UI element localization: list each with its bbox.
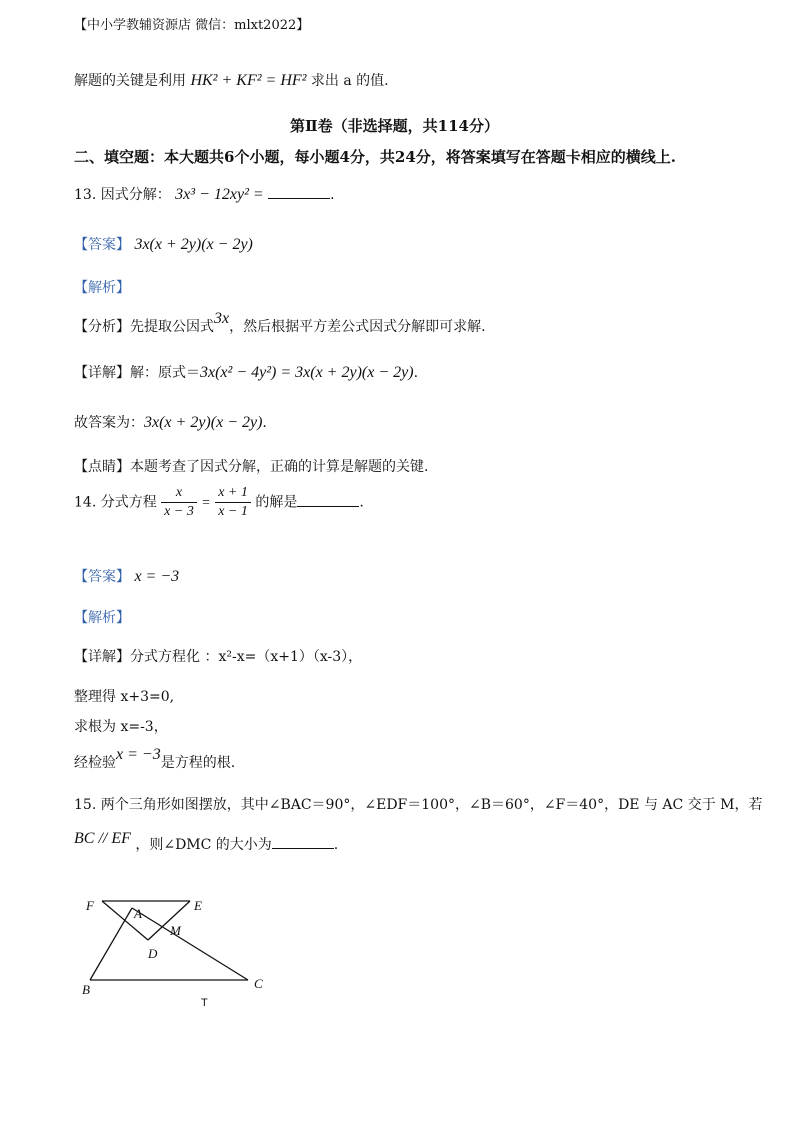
q14-frac1-num: x xyxy=(161,484,197,503)
segment-BA xyxy=(90,908,132,980)
q13-detail-expr: 3x(x² − 4y²) = 3x(x + 2y)(x − 2y) xyxy=(200,364,414,381)
q13-fenxi-a: 先提取公因式 xyxy=(130,319,214,335)
q13-stem-line: 13. 因式分解： 3x³ − 12xy² = . xyxy=(74,186,335,203)
q13-fenxi-b: ，然后根据平方差公式因式分解即可求解. xyxy=(229,319,486,335)
q13-fenxi-line xyxy=(74,310,486,336)
q14-line4-suffix: 是方程的根. xyxy=(160,755,236,771)
label-D: D xyxy=(148,946,158,961)
q14-answer-line xyxy=(74,566,179,586)
q13-fenxi-expr: 3x xyxy=(214,310,230,327)
q13-answer-line xyxy=(74,234,253,254)
q15-stem: 两个三角形如图摆放，其中∠BAC＝90°，∠EDF＝100°，∠B＝60°，∠F＝40°，DE 与 AC 交于 M，若 xyxy=(100,797,763,813)
q14-fraction-left xyxy=(161,484,197,521)
q14-answer: x = −3 xyxy=(134,568,180,585)
q13-final-line: 故答案为：3x(x + 2y)(x − 2y). xyxy=(74,414,267,431)
stray-mark: T xyxy=(201,997,208,1009)
q13-detail-tag: 【详解】 xyxy=(74,365,130,381)
label-E: E xyxy=(194,898,202,913)
q14-line3: 求根为 x=-3， xyxy=(74,719,168,735)
q14-detail-tag: 【详解】 xyxy=(74,649,130,665)
intro-line xyxy=(74,70,389,90)
label-M: M xyxy=(170,923,181,938)
q13-expr: 3x³ − 12xy² = xyxy=(175,186,264,203)
q13-final-expr: 3x(x + 2y)(x − 2y) xyxy=(144,414,263,431)
triangle-figure xyxy=(70,888,290,1018)
q14-answer-blank xyxy=(297,494,359,507)
q13-answer: 3x(x + 2y)(x − 2y) xyxy=(134,236,253,253)
q14-detail-line xyxy=(74,646,362,666)
q13-comment-tag: 【点睛】 xyxy=(74,459,130,475)
q14-frac2-num: x + 1 xyxy=(215,484,251,503)
q14-stem-b: 的解是 xyxy=(255,494,298,511)
label-F: F xyxy=(86,898,94,913)
label-A: A xyxy=(134,906,142,921)
label-C: C xyxy=(254,976,263,991)
q13-answer-tag: 【答案】 xyxy=(74,237,130,253)
q13-analysis-tag: 【解析】 xyxy=(74,280,130,296)
q14-frac2-den: x − 1 xyxy=(218,504,248,519)
q14-line4-prefix: 经检验 xyxy=(74,755,116,771)
intro-equation: HK² + KF² = HF² xyxy=(190,72,307,89)
q14-analysis-tag: 【解析】 xyxy=(74,610,130,626)
q13-number: 13. xyxy=(74,187,97,203)
q13-fenxi-tag: 【分析】 xyxy=(74,319,130,335)
segment-DE xyxy=(148,901,190,940)
intro-prefix: 解题的关键是利用 xyxy=(74,73,186,89)
q14-line4 xyxy=(74,746,236,772)
q13-detail-line: 【详解】解：原式＝3x(x² − 4y²) = 3x(x + 2y)(x − 2y). xyxy=(74,364,419,381)
q14-line1: 分式方程化 ：x²-x=（x+1）（x-3）， xyxy=(130,649,363,665)
q14-line4-expr: x = −3 xyxy=(116,746,161,763)
q14-number: 14. xyxy=(74,494,97,511)
section-heading: 二、填空题：本大题共6个小题，每小题4分，共24分，将答案填写在答题卡相应的横线上. xyxy=(74,148,676,166)
q13-stem: 因式分解： xyxy=(100,187,171,203)
q15-stem-line xyxy=(74,794,762,814)
section-title: 第Ⅱ卷（非选择题，共114分） xyxy=(290,117,499,135)
q13-answer-blank xyxy=(268,186,330,199)
q14-answer-tag: 【答案】 xyxy=(74,569,130,585)
q15-period: . xyxy=(333,837,339,853)
q13-detail-prefix: 解：原式＝ xyxy=(130,365,200,381)
segment-AC xyxy=(132,908,248,980)
q14-fraction-right xyxy=(215,484,251,521)
q13-final-prefix: 故答案为： xyxy=(74,415,144,431)
q15-condition-line xyxy=(74,830,339,854)
q14-stem-line: 14. 分式方程 $\frac{x}{x - 3}$ = $\frac{x + 1}{x - 1}$ 的解是 . xyxy=(74,485,364,519)
q15-number: 15. xyxy=(74,797,97,813)
q14-frac1-den: x − 3 xyxy=(164,504,194,519)
q13-comment-line xyxy=(74,456,428,476)
q14-line2: 整理得 x+3=0, xyxy=(74,689,175,705)
header-text: 【中小学教辅资源店 微信：mlxt2022】 xyxy=(74,18,310,33)
label-B: B xyxy=(82,982,90,997)
q15-cond-suffix: ，则∠DMC 的大小为 xyxy=(135,837,272,853)
q14-stem-a: 分式方程 xyxy=(100,494,157,511)
q15-cond-expr: BC // EF xyxy=(74,830,131,847)
q15-answer-blank xyxy=(272,836,334,849)
q13-comment: 本题考查了因式分解，正确的计算是解题的关键. xyxy=(130,459,429,475)
intro-suffix: 求出 a 的值. xyxy=(310,73,389,89)
